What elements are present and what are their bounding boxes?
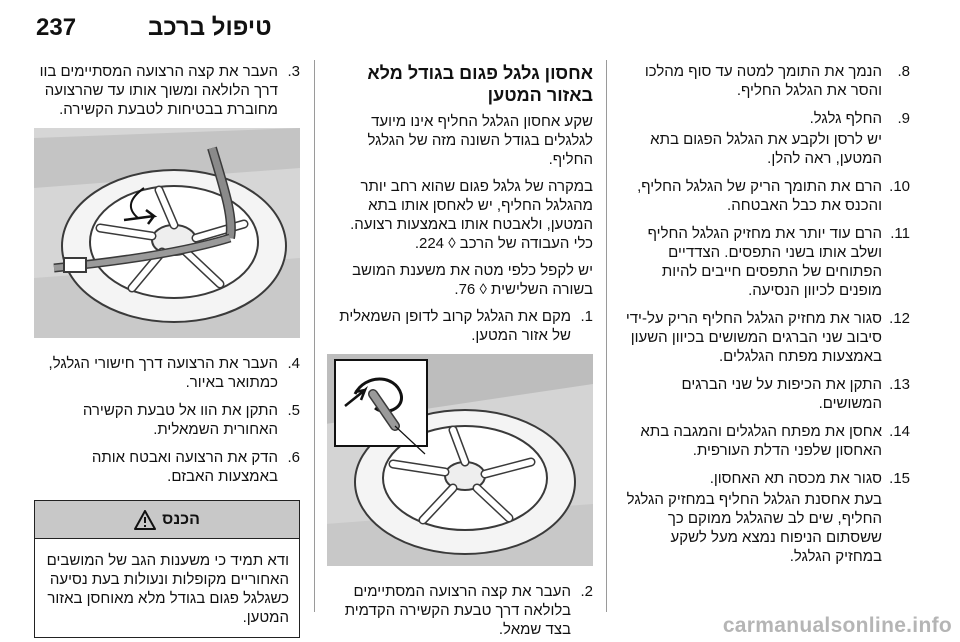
step-text: התקן את הכיפות על שני הברגים המשושים. [681, 376, 882, 412]
step-text: בעת אחסנת הגלגל החליף במחזיק הגלגל החליף, שים לב שהגלגל ממוקם כך ששסתום הניפוח נמצא מעל לשקע במחזיק הגלגל. [626, 491, 882, 565]
paragraph: שקע אחסון הגלגל החליף אינו מיועד לגלגלים בגודל השונה מזה של הגלגל החליף. [367, 113, 593, 168]
step-2 [325, 582, 593, 639]
step-item [620, 375, 910, 413]
step-text: סגור את מכסה תא האחסון. [709, 470, 882, 487]
figure-wheel-in-trunk [327, 354, 593, 566]
step-number: 15. [889, 470, 910, 487]
caution-header [35, 501, 299, 539]
step-number: 12. [889, 310, 910, 327]
section-title: אחסון גלגל פגום בגודל מלא באזור המטען [367, 63, 593, 105]
step-text: התקן את הוו אל טבעת הקשירה האחורית השמאלית. [82, 402, 278, 438]
wheel-in-trunk-illustration [327, 354, 593, 566]
step-number: 4. [287, 355, 300, 372]
step-text: מקם את הגלגל קרוב לדופן השמאלית של אזור המטען. [339, 308, 571, 344]
step-item [620, 177, 910, 215]
step-number: 5. [287, 402, 300, 419]
step-text: החלף גלגל. [809, 110, 882, 127]
step-item [620, 109, 910, 128]
watermark: carmanualsonline.info [722, 614, 952, 637]
step-item [620, 309, 910, 366]
step-number: 2. [580, 583, 593, 600]
step-item [620, 469, 910, 488]
step-text: הרם עוד יותר את מחזיק הגלגל החליף ושלב אותו בשני התפסים. הצדדיים הפתוחים של התפסים חייבים להיות מופנים לכיוון הנסיעה. [647, 225, 882, 299]
caution-box [34, 500, 300, 638]
step-4 [34, 354, 300, 392]
step-note [620, 490, 910, 566]
step-number: 14. [889, 423, 910, 440]
step-number: 6. [287, 449, 300, 466]
step-text: הרם את התומך הריק של הגלגל החליף, והכנס את כבל האבטחה. [637, 178, 882, 214]
step-text: הדק את הרצועה ואבטח אותה באמצעות האבזם. [91, 449, 278, 485]
step-5 [34, 401, 300, 439]
step-text: יש לרסן ולקבע את הגלגל הפגום בתא המטען, ראה להלן. [650, 131, 882, 167]
page-title: טיפול ברכב [148, 14, 272, 41]
step-text: אחסן את מפתח הגלגלים והמגבה בתא האחסון שלפני הדלת העורפית. [640, 423, 882, 459]
wheel-strap-illustration [34, 128, 300, 338]
step-number: 13. [889, 376, 910, 393]
right-column [620, 62, 910, 575]
page-number: 237 [36, 14, 77, 41]
step-text: העבר את קצה הרצועה המסתיימים בוו דרך הלולאה ומשוך אותו עד שהרצועה מחוברת בבטיחות לטבעת הקשירה. [39, 63, 278, 118]
column-divider [314, 60, 315, 612]
paragraph: במקרה של גלגל פגום שהוא רחב יותר מהגלגל החליף, יש לאחסן אותו בתא המטען, ולאבטח אותו באמצעות רצועה. [350, 178, 593, 233]
step-number: 10. [889, 178, 910, 195]
step-text: הנמך את התומך למטה עד סוף מהלכו והסר את הגלגל החליף. [644, 63, 882, 99]
step-number: 3. [287, 63, 300, 80]
warning-triangle-icon [134, 510, 156, 530]
column-divider [606, 60, 607, 612]
caution-text: ודא תמיד כי משענות הגב של המושבים האחוריים מקופלות ונעולות בעת נסיעה כשגלגל פגום בגודל מלא מאוחסן באזור המטען. [46, 552, 289, 626]
left-column [34, 62, 300, 638]
step-number: 8. [897, 63, 910, 80]
step-number: 9. [897, 110, 910, 127]
step-item [620, 224, 910, 300]
caution-title: הכנס [162, 510, 200, 528]
step-text: סגור את מחזיק הגלגל החליף הריק על-ידי סיבוב שני הברגים המשושים בכיוון השעון באמצעות מפתח הגלגלים. [625, 310, 882, 365]
step-6 [34, 448, 300, 486]
page-header [36, 12, 926, 50]
paragraph: יש לקפל כלפי מטה את משענת המושב בשורה השלישית ◊ 76. [352, 262, 593, 298]
step-item [620, 62, 910, 100]
middle-column [325, 62, 593, 642]
step-text: העבר את הרצועה דרך חישורי הגלגל, כמתואר באיור. [48, 355, 278, 391]
cross-reference: כלי העבודה של הרכב ◊ 224. [414, 235, 593, 252]
step-note [620, 130, 910, 168]
step-text: העבר את קצה הרצועה המסתיימים בלולאה דרך טבעת הקשירה הקדמית בצד שמאל. [344, 583, 571, 638]
step-number: 11. [890, 225, 910, 242]
step-number: 1. [580, 308, 593, 325]
step-1 [325, 307, 593, 345]
step-item [620, 422, 910, 460]
step-3 [34, 62, 300, 119]
figure-strap-through-wheel [34, 128, 300, 338]
